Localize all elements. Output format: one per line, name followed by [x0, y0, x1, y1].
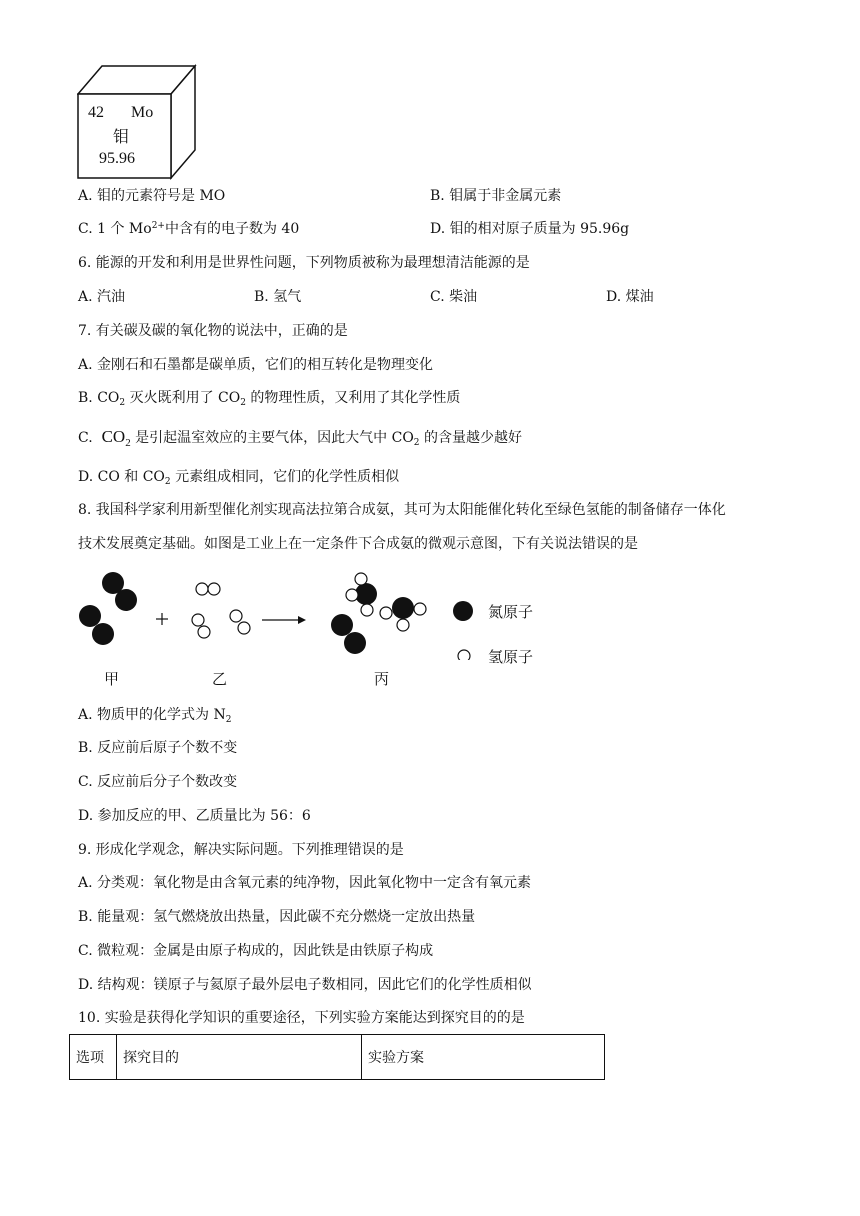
element-name: 钼 — [113, 129, 130, 146]
label-jia: 甲 — [104, 670, 120, 688]
q8-option-d: D. 参加反应的甲、乙质量比为 56：6 — [78, 808, 311, 824]
experiment-table — [69, 1034, 605, 1080]
legend-hydrogen-marker — [458, 650, 470, 660]
reaction-arrow — [262, 616, 306, 624]
q9-option-b: B. 能量观：氢气燃烧放出热量，因此碳不充分燃烧一定放出热量 — [78, 909, 476, 925]
q7-c-sub: 2 — [125, 437, 131, 449]
q6-stem: 6. 能源的开发和利用是世界性问题，下列物质被称为最理想清洁能源的是 — [78, 255, 530, 271]
q7-b-text-2: 灭火既利用了 CO — [125, 390, 241, 406]
q10-stem: 10. 实验是获得化学知识的重要途径，下列实验方案能达到探究目的的是 — [78, 1010, 525, 1026]
hydrogen-molecules — [192, 583, 250, 638]
q5-option-b: B. 钼属于非金属元素 — [430, 188, 562, 204]
header-plan: 实验方案 — [362, 1035, 605, 1080]
q5-option-c — [78, 219, 299, 239]
q7-option-c — [78, 427, 522, 448]
ammonia-molecules — [331, 573, 426, 654]
q7-stem: 7. 有关碳及碳的氧化物的说法中，正确的是 — [78, 323, 348, 339]
q7-b-text-3: 的物理性质，又利用了其化学性质 — [245, 390, 461, 406]
q7-c-sub-2: 2 — [413, 438, 420, 448]
q5-option-d: D. 钼的相对原子质量为 95.96g — [430, 221, 630, 237]
q8-stem-line-1: 8. 我国科学家利用新型催化剂实现高法拉第合成氨，其可为太阳能催化转化至绿色氢能的制备储存一体化 — [78, 502, 726, 518]
q6-option-c: C. 柴油 — [430, 289, 478, 305]
q8-option-c: C. 反应前后分子个数改变 — [78, 774, 238, 790]
q7-d-text-1: D. CO 和 CO — [78, 469, 165, 485]
atomic-number: 42 — [88, 104, 104, 121]
q7-b-sub-2: 2 — [240, 398, 246, 408]
q6-option-d: D. 煤油 — [606, 289, 654, 305]
q8-option-a — [78, 705, 231, 725]
q5-option-c-text: C. 1 个 Mo — [78, 221, 152, 237]
q8-stem-line-2: 技术发展奠定基础。如图是工业上在一定条件下合成氨的微观示意图，下有关说法错误的是 — [78, 536, 638, 552]
label-bing: 丙 — [374, 670, 390, 688]
nitrogen-molecules — [79, 572, 137, 645]
q7-option-d — [78, 467, 399, 487]
label-yi: 乙 — [212, 670, 228, 688]
legend-nitrogen-marker — [453, 601, 473, 621]
q9-stem: 9. 形成化学观念，解决实际问题。下列推理错误的是 — [78, 842, 404, 858]
q5-option-c-text-2: 中含有的电子数为 40 — [164, 221, 300, 237]
legend-hydrogen-label: 氢原子 — [488, 648, 534, 666]
q7-c-text-2: 是引起温室效应的主要气体，因此大气中 CO — [130, 430, 414, 446]
q8-a-sub: 2 — [225, 715, 232, 725]
q7-option-b — [78, 388, 460, 408]
q8-option-b: B. 反应前后原子个数不变 — [78, 740, 238, 756]
q7-c-co: CO — [101, 427, 126, 446]
q7-d-text-2: 元素组成相同，它们的化学性质相似 — [170, 469, 400, 485]
q5-option-c-charge: 2+ — [151, 221, 165, 231]
plus-sign — [156, 613, 168, 625]
legend-nitrogen-label: 氮原子 — [488, 603, 534, 621]
q9-option-c: C. 微粒观：金属是由原子构成的，因此铁是由铁原子构成 — [78, 943, 434, 959]
q7-b-sub-1: 2 — [119, 398, 126, 408]
q9-option-a: A. 分类观：氧化物是由含氧元素的纯净物，因此氧化物中一定含有氧元素 — [78, 875, 532, 891]
q7-c-text-3: 的含量越少越好 — [419, 430, 522, 446]
q7-option-a: A. 金刚石和石墨都是碳单质，它们的相互转化是物理变化 — [78, 357, 434, 373]
q7-b-text-1: B. CO — [78, 390, 120, 406]
atomic-mass: 95.96 — [99, 150, 135, 167]
q8-a-text: A. 物质甲的化学式为 N — [78, 707, 226, 723]
header-option: 选项 — [70, 1035, 117, 1080]
q5-option-a: A. 钼的元素符号是 MO — [78, 188, 226, 204]
header-purpose: 探究目的 — [117, 1035, 362, 1080]
element-cube-outline — [77, 64, 197, 180]
q7-c-text-1: C. — [78, 430, 93, 446]
table-header-row — [70, 1035, 605, 1080]
q6-option-a: A. 汽油 — [78, 289, 126, 305]
element-symbol: Mo — [131, 104, 154, 121]
q7-d-sub: 2 — [164, 477, 171, 487]
element-card-molybdenum — [77, 64, 197, 180]
q6-option-b: B. 氢气 — [254, 289, 302, 305]
q7-c-formula — [101, 427, 131, 449]
q9-option-d: D. 结构观：镁原子与氦原子最外层电子数相同，因此它们的化学性质相似 — [78, 977, 532, 993]
